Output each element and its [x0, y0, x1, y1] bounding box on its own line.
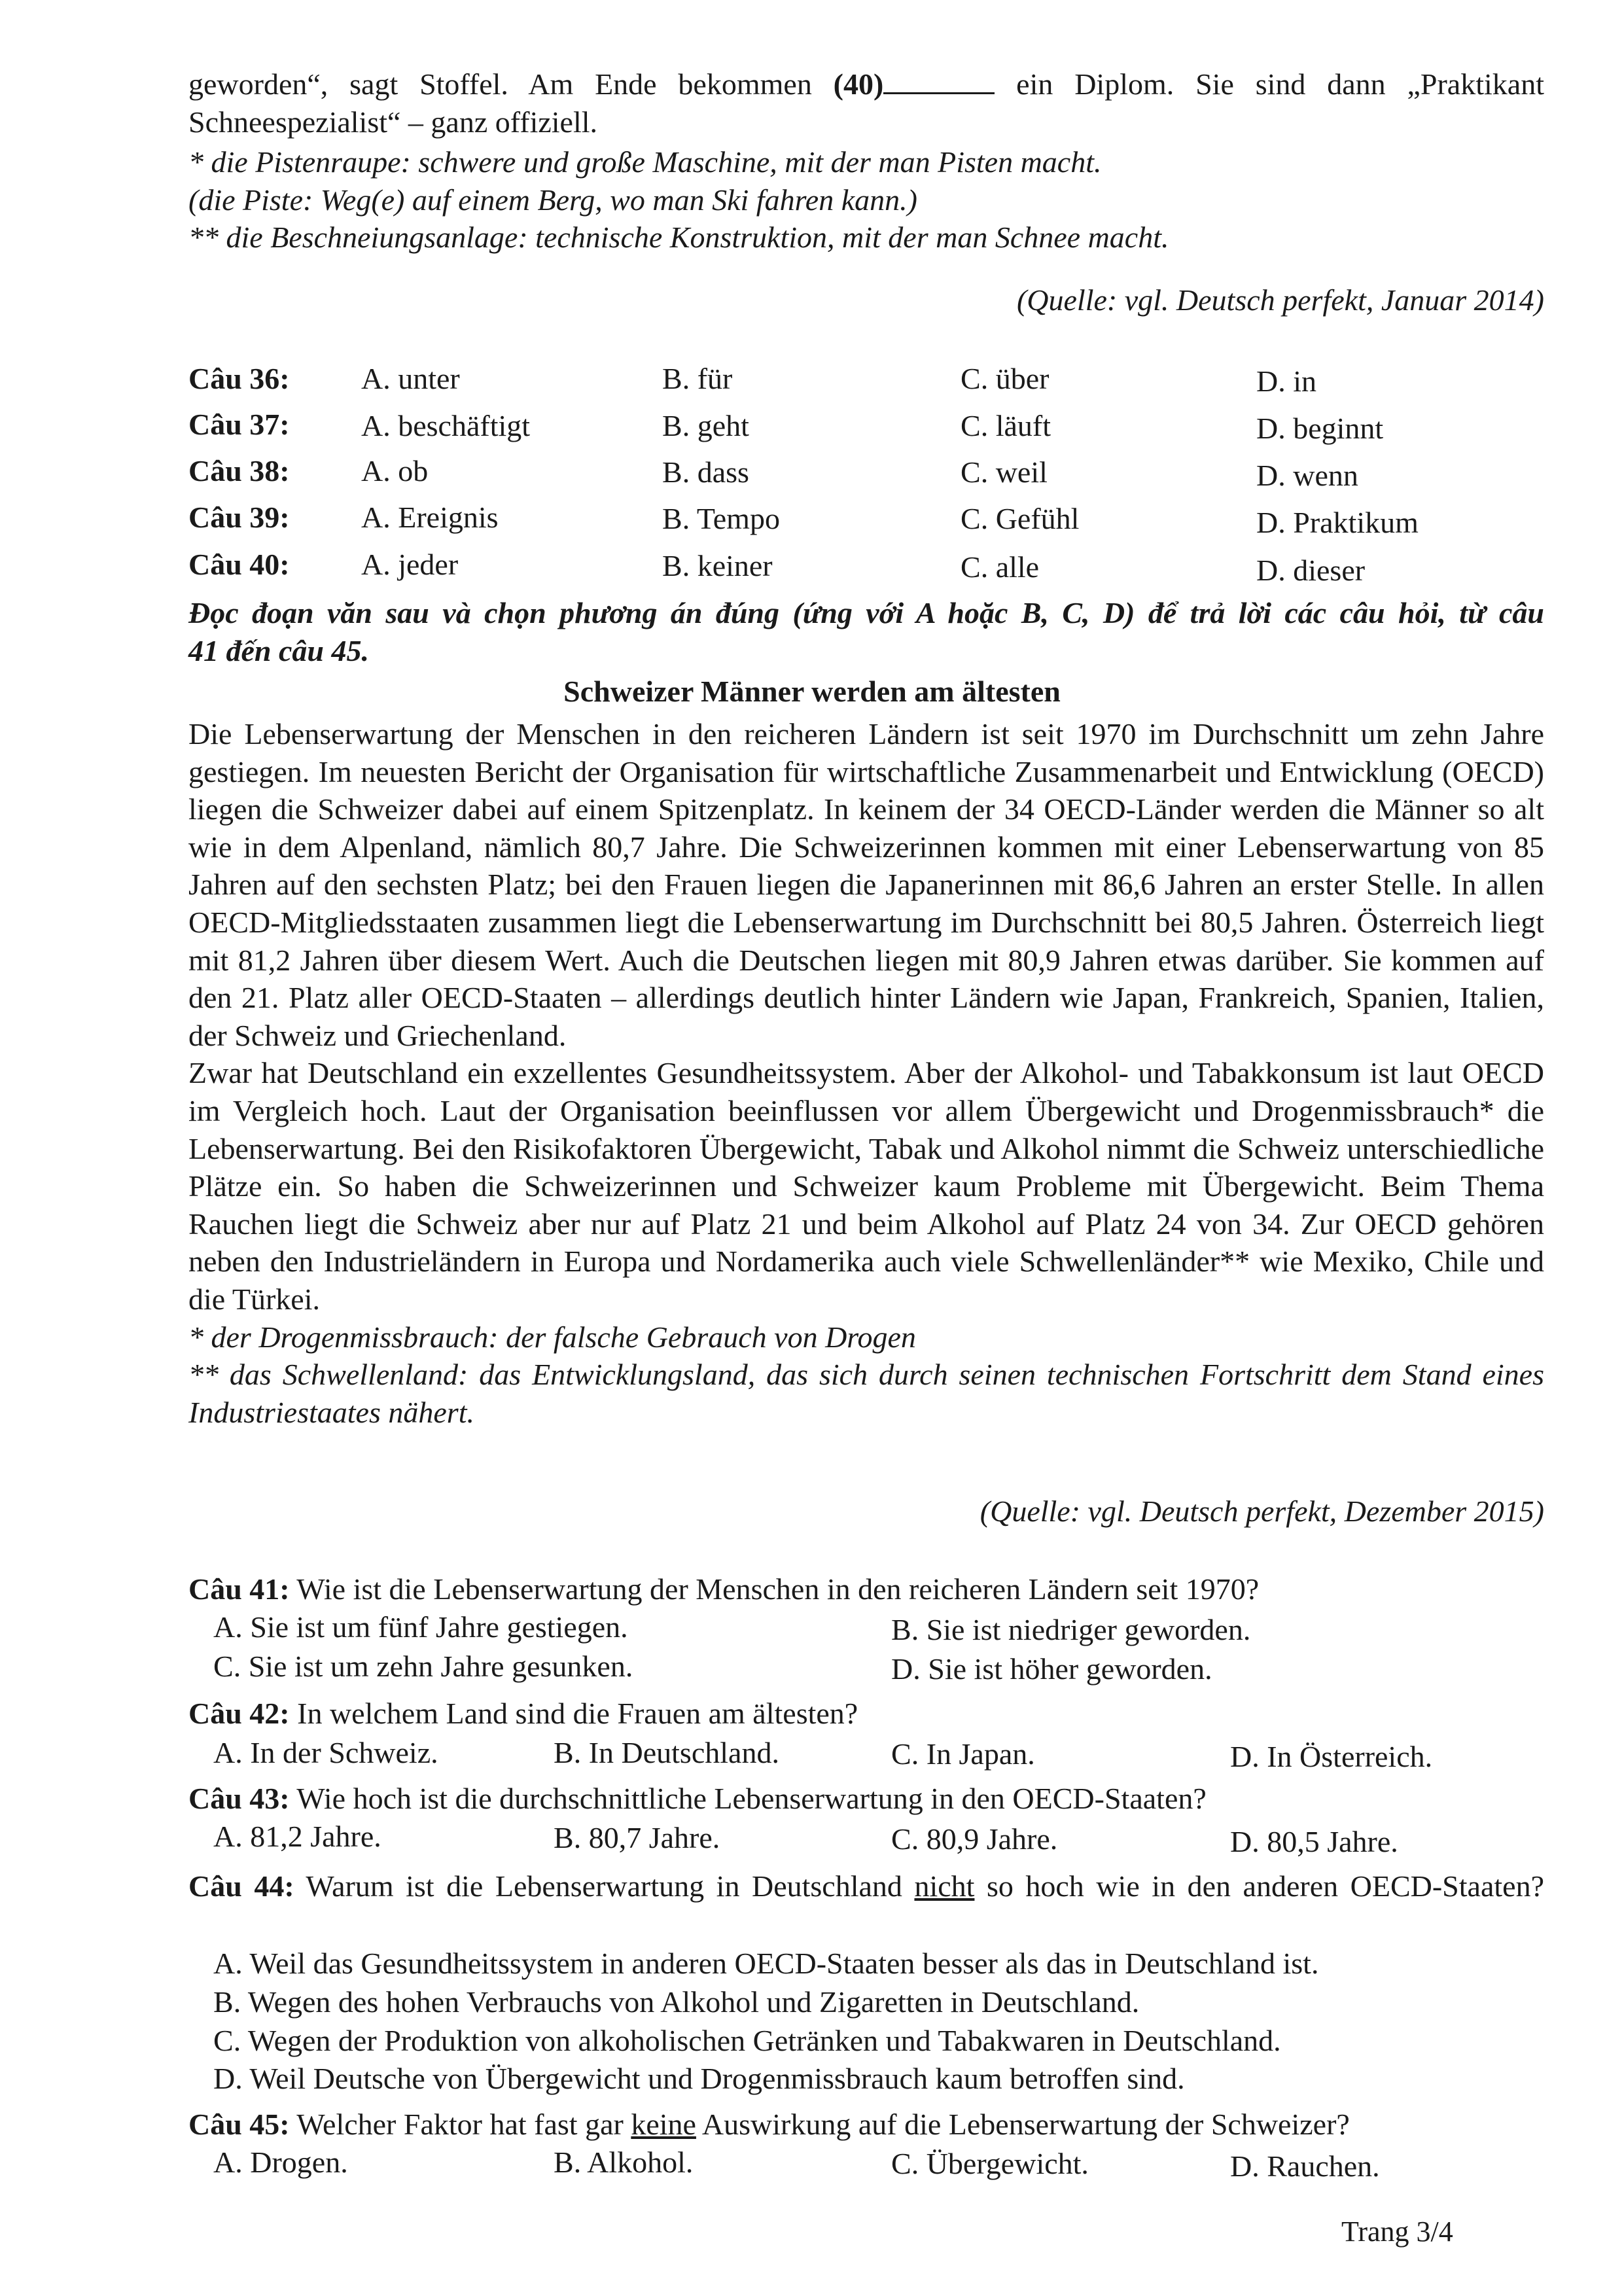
option-b: B. In Deutschland.: [554, 1736, 779, 1769]
section-instruction: [188, 594, 1544, 669]
question-text: Welcher Faktor hat fast gar: [289, 2108, 631, 2141]
option-c: C. Übergewicht.: [891, 2147, 1089, 2180]
option-c: C. alle: [961, 550, 1040, 584]
passage-paragraph: Die Lebenserwartung der Menschen in den reicheren Ländern ist seit 1970 im Durchschnitt um zehn Jahre gestiegen. Im neuesten Bericht der Organisation für wirtschaftliche Zusammenarbeit und Entwicklung (OECD) liegen die Schweizer dabei auf einem Spitzenplatz. In keinem der 34 OECD-Länder werden die Männer so alt wie in dem Alpenland, nämlich 80,7 Jahre. Die Schweizerinnen kommen mit einer Lebenserwartung von 85 Jahren auf den sechsten Platz; bei den Frauen liegen die Japanerinnen mit 86,6 Jahren an erster Stelle. In allen OECD-Mitgliedsstaaten zusammen liegt die Lebenserwartung im Durchschnitt bei 80,5 Jahren. Österreich liegt mit 81,2 Jahren über diesem Wert. Auch die Deutschen liegen mit 80,9 Jahren etwas darüber. Sie kommen auf den 21. Platz aller OECD-Staaten – allerdings deutlich hinter Ländern wie Japan, Frankreich, Spanien, Italien, der Schweiz und Griechenland.: [188, 717, 1544, 1052]
question-text: Auswirkung auf die Lebenserwartung der Schweizer?: [696, 2108, 1350, 2141]
option-b: B. Wegen des hohen Verbrauchs von Alkohol und Zigaretten in Deutschland.: [213, 1985, 1140, 2019]
passage-text: geworden“, sagt Stoffel. Am Ende bekommen: [188, 67, 834, 101]
source-citation: (Quelle: vgl. Deutsch perfekt, Dezember 2015): [980, 1494, 1544, 1528]
option-c: C. In Japan.: [891, 1737, 1035, 1771]
footnote: ** die Beschneiungsanlage: technische Konstruktion, mit der man Schnee macht.: [188, 221, 1169, 255]
option-a: A. Drogen.: [213, 2146, 348, 2179]
option-a: A. unter: [361, 362, 460, 395]
option-b: B. für: [662, 362, 733, 395]
passage-title: Schweizer Männer werden am ältesten: [563, 675, 1061, 708]
passage-text: Schneespezialist“ – ganz offiziell.: [188, 105, 598, 139]
option-d: D. Weil Deutsche von Übergewicht und Drogenmissbrauch kaum betroffen sind.: [213, 2062, 1185, 2095]
question-label: Câu 43:: [188, 1782, 290, 1815]
option-d: D. in: [1256, 364, 1317, 398]
question-label: Câu 36:: [188, 362, 290, 395]
question-label: Câu 41:: [188, 1572, 290, 1606]
option-b: B. dass: [662, 455, 749, 489]
option-d: D. Sie ist höher geworden.: [891, 1652, 1212, 1686]
question-label: Câu 37:: [188, 408, 290, 441]
option-d: D. beginnt: [1256, 412, 1384, 445]
footnote: * der Drogenmissbrauch: der falsche Gebrauch von Drogen: [188, 1320, 916, 1354]
question-45: [188, 2107, 1350, 2142]
option-d: D. wenn: [1256, 459, 1358, 492]
passage-continuation: [188, 65, 1544, 256]
question-text: Warum ist die Lebenserwartung in Deutschland: [294, 1869, 915, 1903]
question-text: In welchem Land sind die Frauen am ältesten?: [289, 1697, 858, 1730]
option-a: A. ob: [361, 454, 429, 487]
option-b: B. Alkohol.: [554, 2146, 694, 2179]
footnote: (die Piste: Weg(e) auf einem Berg, wo man Ski fahren kann.): [188, 183, 917, 217]
option-a: A. Ereignis: [361, 501, 499, 534]
answer-blank: [883, 69, 995, 94]
question-41: [188, 1572, 1259, 1606]
question-text: so hoch wie in den anderen OECD-Staaten?: [974, 1869, 1544, 1903]
question-44: [188, 1867, 1544, 1905]
option-c: C. Sie ist um zehn Jahre gesunken.: [213, 1650, 633, 1683]
blank-number: (40): [833, 67, 884, 101]
option-d: D. In Österreich.: [1230, 1740, 1433, 1773]
option-a: A. In der Schweiz.: [213, 1736, 438, 1769]
question-label: Câu 38:: [188, 454, 290, 487]
emphasis-word: keine: [631, 2108, 696, 2141]
option-a: A. 81,2 Jahre.: [213, 1820, 381, 1853]
option-a: A. jeder: [361, 548, 459, 581]
option-b: B. 80,7 Jahre.: [554, 1821, 720, 1854]
option-a: A. beschäftigt: [361, 409, 531, 442]
instruction-line: Đọc đoạn văn sau và chọn phương án đúng (ứng với A hoặc B, C, D) để trả lời các câu hỏi, từ câu: [188, 596, 1544, 629]
question-text: Wie ist die Lebenserwartung der Menschen in den reicheren Ländern seit 1970?: [289, 1572, 1260, 1606]
question-label: Câu 45:: [188, 2108, 290, 2141]
passage-paragraph: Zwar hat Deutschland ein exzellentes Gesundheitssystem. Aber der Alkohol- und Tabakkonsum ist laut OECD im Vergleich hoch. Laut der Organisation beeinflussen vor allem Übergewicht und Drogenmissbrauch* die Lebenserwartung. Bei den Risikofaktoren Übergewicht, Tabak und Alkohol nimmt die Schweiz unterschiedliche Plätze ein. So haben die Schweizerinnen und Schweizer kaum Probleme mit Übergewicht. Beim Thema Rauchen liegt die Schweiz aber nur auf Platz 21 und beim Alkohol auf Platz 24 von 34. Zur OECD gehören neben den Industrieländern in Europa und Nordamerika auch viele Schwellenländer** wie Mexiko, Chile und die Türkei.: [188, 1056, 1544, 1316]
option-b: B. Sie ist niedriger geworden.: [891, 1613, 1251, 1646]
passage-text: ein Diplom. Sie sind dann „Praktikant: [995, 67, 1544, 101]
emphasis-word: nicht: [914, 1869, 975, 1903]
question-label: Câu 42:: [188, 1697, 290, 1730]
footnote: ** das Schwellenland: das Entwicklungsland, das sich durch seinen technischen Fortschritt dem Stand eines Industriestaates nähert.: [188, 1358, 1544, 1429]
option-b: B. Tempo: [662, 502, 780, 535]
option-c: C. läuft: [961, 409, 1051, 442]
question-label: Câu 40:: [188, 548, 290, 581]
option-d: D. 80,5 Jahre.: [1230, 1825, 1398, 1858]
question-43: [188, 1781, 1207, 1816]
option-a: A. Weil das Gesundheitssystem in anderen OECD-Staaten besser als das in Deutschland ist.: [213, 1947, 1319, 1980]
footnote: * die Pistenraupe: schwere und große Maschine, mit der man Pisten macht.: [188, 145, 1102, 179]
question-label: Câu 39:: [188, 501, 290, 534]
question-text: Wie hoch ist die durchschnittliche Lebenserwartung in den OECD-Staaten?: [289, 1782, 1207, 1815]
instruction-line: 41 đến câu 45.: [188, 633, 369, 667]
source-citation: (Quelle: vgl. Deutsch perfekt, Januar 2014): [1016, 283, 1544, 317]
option-c: C. weil: [961, 455, 1048, 489]
option-d: D. dieser: [1256, 554, 1366, 587]
question-label: Câu 44:: [188, 1869, 294, 1903]
option-a: A. Sie ist um fünf Jahre gestiegen.: [213, 1610, 628, 1644]
option-d: D. Rauchen.: [1230, 2149, 1380, 2183]
page-number: Trang 3/4: [1341, 2216, 1453, 2248]
option-c: C. 80,9 Jahre.: [891, 1822, 1058, 1856]
option-b: B. geht: [662, 409, 749, 442]
option-c: C. Gefühl: [961, 502, 1080, 535]
option-c: C. über: [961, 362, 1050, 395]
option-c: C. Wegen der Produktion von alkoholischen Getränken und Tabakwaren in Deutschland.: [213, 2024, 1281, 2057]
option-b: B. keiner: [662, 549, 773, 582]
option-d: D. Praktikum: [1256, 506, 1419, 539]
question-42: [188, 1696, 858, 1731]
reading-passage: [188, 715, 1544, 1431]
